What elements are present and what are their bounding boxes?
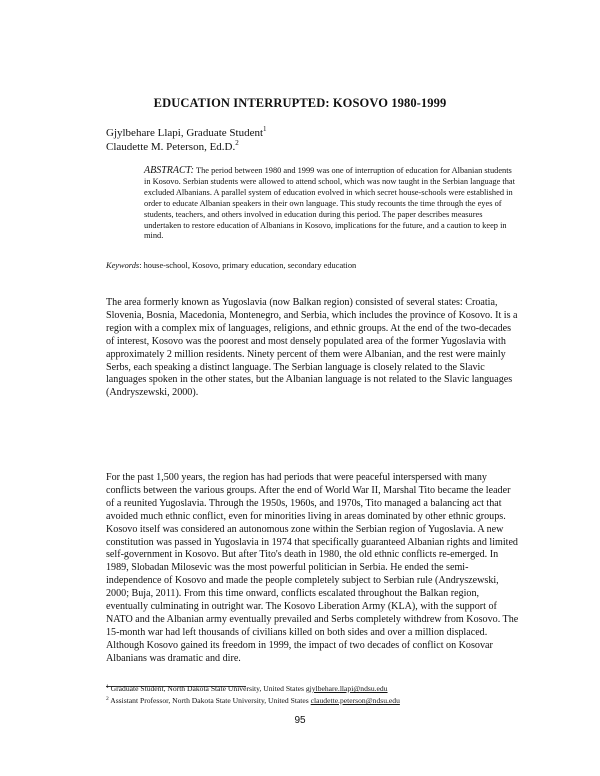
footnote-2-text: Assistant Professor, North Dakota State University, United States <box>110 696 311 705</box>
footnote-1-mark: 1 <box>106 684 109 690</box>
paper-title: EDUCATION INTERRUPTED: KOSOVO 1980-1999 <box>153 96 447 110</box>
author-2-name: Claudette M. Peterson, Ed.D. <box>106 141 236 153</box>
author-1-footnote-mark: 1 <box>263 125 267 133</box>
abstract-label: ABSTRACT: <box>144 165 195 176</box>
footnote-2-mark: 2 <box>106 696 109 702</box>
author-2-footnote-mark: 2 <box>235 139 239 147</box>
page-number: 95 <box>294 715 306 726</box>
keywords <box>106 260 526 271</box>
author-2 <box>106 141 239 154</box>
keywords-label: Keywords <box>106 261 140 270</box>
footnote-1-email-link[interactable]: gjylbehare.llapi@ndsu.edu <box>305 684 388 693</box>
body-paragraph-1: The area formerly known as Yugoslavia (now Balkan region) consisted of several states: Croatia, Slovenia, Bosnia, Macedonia, Montenegro, and Serbia, which includes the province of Kosovo. It is a region with a complex mix of languages, religions, and ethnic groups. At the end of the two-decades of interest, Kosovo was the poorest and most densely populated area of the former Yugoslavia with approximately 2 million residents. Ninety percent of them were Albanian, and the rest were mainly Serbs, each speaking a distinct language. The Serbian language is closely related to the Slavic languages spoken in the other states, but the Albanian language is not related to the Slavic languages (Andryszewski, 2000). <box>106 297 518 399</box>
footnote-1-text: Graduate Student, North Dakota State University, United States <box>110 684 306 693</box>
footnote-2-email-link[interactable]: claudette.peterson@ndsu.edu <box>310 696 400 705</box>
body-paragraph-2: For the past 1,500 years, the region has had periods that were peaceful interspersed with many conflicts between the various groups. After the end of World War II, Marshal Tito became the leader of a reunited Yugoslavia. Through the 1950s, 1960s, and 1970s, Tito managed a balancing act that avoided much ethnic conflict, even for minorities living in areas dominated by other ethnic groups. Kosovo itself was considered an autonomous zone within the Serbian region of Yugoslavia. A new constitution was passed in Yugoslavia in 1974 that specifically guaranteed Albanian rights and limited self-government in Kosovo. But after Tito's death in 1980, the old ethnic conflicts re-emerged. In 1989, Slobadan Milosevic was the most powerful politician in Serbia. He ended the semi-independence of Kosovo and made the people completely subject to Serbian rule (Andryszewski, 2000; Buja, 2011). From this time onward, conflicts escalated throughout the Balkan region, eventually culminating in outright war. The Kosovo Liberation Army (KLA), with the support of NATO and the Albanian army eventually prevailed and Serbs completely withdrew from Kosovo. The 15-month war had left thousands of civilians killed on both sides and over a million displaced. Although Kosovo gained its freedom in 1999, the impact of two decades of conflict on Kosovar Albanians was dramatic and dire. <box>106 472 519 664</box>
abstract-text: The period between 1980 and 1999 was one of interruption of education for Albanian students in Kosovo. Serbian students were allowed to attend school, which was now taught in the Serbian language that excluded Albanians. A parallel system of education evolved in which secret house-schools were established in order to educate Albanian speakers in their own language. This study recounts the time through the eyes of students, teachers, and others involved in education during this period. The paper describes measures undertaken to restore education of Albanians in Kosovo, implications for the future, and a caution to keep in mind. <box>144 166 515 241</box>
author-1-name: Gjylbehare Llapi, Graduate Student <box>106 127 264 139</box>
keywords-text: : house-school, Kosovo, primary education, secondary education <box>139 261 357 270</box>
author-1 <box>106 127 267 140</box>
footnote-2 <box>106 696 400 706</box>
footnote-1 <box>106 684 388 694</box>
abstract <box>144 166 518 242</box>
